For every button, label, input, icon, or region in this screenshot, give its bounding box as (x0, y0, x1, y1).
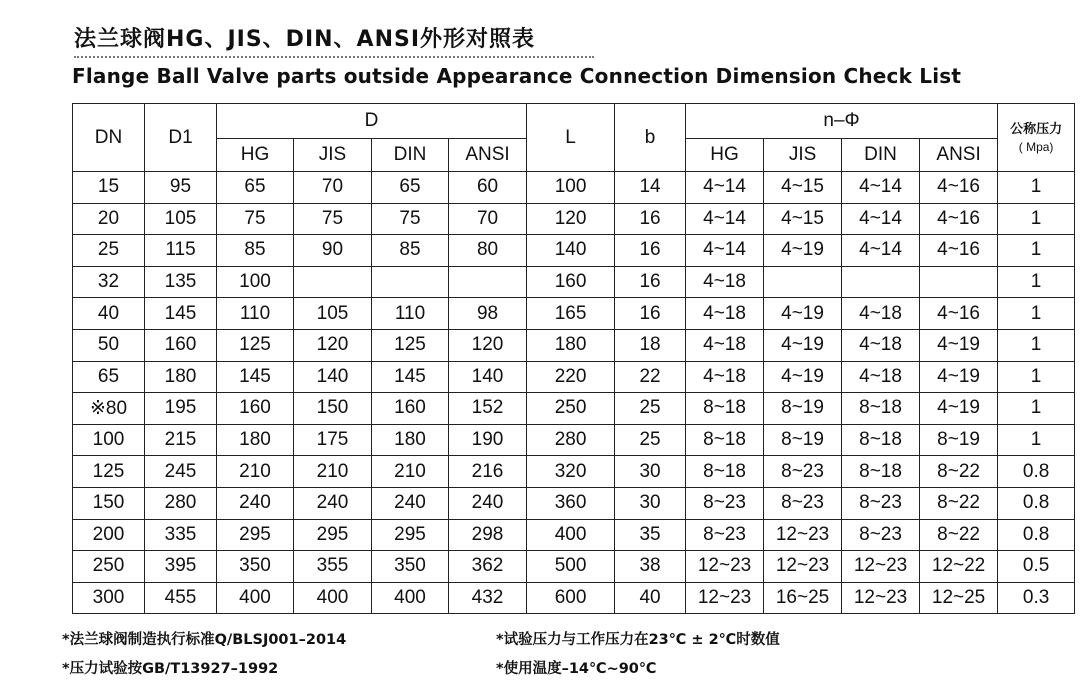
table-cell: 12~23 (686, 582, 764, 614)
header-b: b (615, 104, 686, 172)
table-cell: 110 (372, 298, 449, 330)
table-cell: 295 (217, 519, 294, 551)
table-cell: 8~22 (920, 487, 998, 519)
header-d-jis: JIS (294, 139, 372, 172)
table-cell: 400 (527, 519, 615, 551)
table-cell: 75 (217, 203, 294, 235)
table-row (73, 298, 1075, 330)
table-cell: 60 (449, 172, 527, 204)
table-cell: 250 (73, 551, 145, 583)
table-cell: 8~23 (764, 487, 842, 519)
table-cell: 4~14 (842, 235, 920, 267)
table-cell: 216 (449, 456, 527, 488)
table-cell: 500 (527, 551, 615, 583)
table-cell: 4~14 (686, 172, 764, 204)
header-d1: D1 (145, 104, 217, 172)
note-pressure-test-standard: *压力试验按GB/T13927–1992 (62, 661, 279, 677)
table-cell: 220 (527, 361, 615, 393)
table-cell: 165 (527, 298, 615, 330)
table-cell: 140 (527, 235, 615, 267)
table-cell: 295 (372, 519, 449, 551)
note-temperature: *使用温度–14℃~90℃ (496, 661, 657, 677)
table-cell: 350 (372, 551, 449, 583)
header-d-ansi: ANSI (449, 139, 527, 172)
table-cell: 1 (998, 172, 1075, 204)
table-cell: 240 (449, 487, 527, 519)
table-cell: 4~16 (920, 298, 998, 330)
table-cell (764, 266, 842, 298)
table-cell: 4~18 (686, 329, 764, 361)
header-nphi-din: DIN (842, 139, 920, 172)
table-cell: 195 (145, 393, 217, 425)
table-cell: 4~14 (686, 203, 764, 235)
table-cell: 12~23 (764, 519, 842, 551)
table-cell (449, 266, 527, 298)
table-cell: 190 (449, 424, 527, 456)
table-row (73, 582, 1075, 614)
table-cell: 298 (449, 519, 527, 551)
table-cell: 30 (615, 456, 686, 488)
header-nphi-jis: JIS (764, 139, 842, 172)
table-cell: 16 (615, 203, 686, 235)
table-cell: 70 (449, 203, 527, 235)
table-cell: 152 (449, 393, 527, 425)
table-cell: 125 (73, 456, 145, 488)
table-cell: 8~19 (920, 424, 998, 456)
table-cell: 8~18 (842, 424, 920, 456)
header-pressure-label: 公称压力 (1010, 120, 1063, 136)
table-cell (920, 266, 998, 298)
table-cell: 4~14 (842, 172, 920, 204)
table-cell: 8~18 (686, 424, 764, 456)
table-cell: 8~22 (920, 456, 998, 488)
table-cell: 16 (615, 298, 686, 330)
table-cell: 32 (73, 266, 145, 298)
table-cell: 110 (217, 298, 294, 330)
table-cell: 120 (449, 329, 527, 361)
table-cell: 4~16 (920, 203, 998, 235)
table-cell: 100 (73, 424, 145, 456)
table-cell: 395 (145, 551, 217, 583)
table-row (73, 266, 1075, 298)
table-cell: 0.5 (998, 551, 1075, 583)
table-cell: 125 (372, 329, 449, 361)
table-cell: 12~23 (764, 551, 842, 583)
table-cell: 40 (73, 298, 145, 330)
table-cell: 8~22 (920, 519, 998, 551)
table-cell: 180 (145, 361, 217, 393)
table-cell: 150 (73, 487, 145, 519)
table-cell: 4~14 (842, 203, 920, 235)
header-nphi-hg: HG (686, 139, 764, 172)
header-l: L (527, 104, 615, 172)
table-cell: 150 (294, 393, 372, 425)
table-cell: 40 (615, 582, 686, 614)
table-cell: 22 (615, 361, 686, 393)
table-cell: 8~18 (686, 393, 764, 425)
table-cell: 85 (372, 235, 449, 267)
note-test-pressure: *试验压力与工作压力在23℃ ± 2℃时数值 (496, 632, 780, 648)
table-cell: 1 (998, 203, 1075, 235)
table-cell: 25 (615, 393, 686, 425)
table-cell: 1 (998, 424, 1075, 456)
table-cell: 180 (527, 329, 615, 361)
table-cell: 75 (294, 203, 372, 235)
table-cell: 70 (294, 172, 372, 204)
table-cell: 80 (449, 235, 527, 267)
table-cell: 4~18 (842, 329, 920, 361)
table-cell (372, 266, 449, 298)
table-row (73, 361, 1075, 393)
table-row (73, 519, 1075, 551)
table-row (73, 393, 1075, 425)
table-cell: 210 (217, 456, 294, 488)
dimension-table (72, 103, 1075, 614)
table-cell: 135 (145, 266, 217, 298)
table-body (73, 172, 1075, 614)
table-cell: 50 (73, 329, 145, 361)
table-cell: 85 (217, 235, 294, 267)
table-cell: 65 (372, 172, 449, 204)
table-cell: 4~16 (920, 235, 998, 267)
table-cell (842, 266, 920, 298)
table-cell: 400 (217, 582, 294, 614)
table-cell: 210 (294, 456, 372, 488)
table-cell: 1 (998, 329, 1075, 361)
table-cell: 0.8 (998, 519, 1075, 551)
table-cell: 12~23 (686, 551, 764, 583)
table-cell: 15 (73, 172, 145, 204)
table-cell: 8~19 (764, 424, 842, 456)
table-cell: 335 (145, 519, 217, 551)
table-cell: 145 (145, 298, 217, 330)
title-divider (74, 56, 594, 58)
page-title-en: Flange Ball Valve parts outside Appearance Connection Dimension Check List (72, 64, 962, 88)
table-cell: 4~19 (920, 361, 998, 393)
header-d-hg: HG (217, 139, 294, 172)
table-cell: 180 (372, 424, 449, 456)
table-cell: 25 (615, 424, 686, 456)
table-cell: 8~23 (764, 456, 842, 488)
table-row (73, 203, 1075, 235)
table-cell: 12~23 (842, 551, 920, 583)
table-cell: 125 (217, 329, 294, 361)
table-cell: 4~18 (686, 361, 764, 393)
table-cell: 1 (998, 393, 1075, 425)
header-n-phi: n–Φ (686, 104, 998, 139)
table-cell: 14 (615, 172, 686, 204)
table-cell: 4~19 (920, 393, 998, 425)
table-cell: 250 (527, 393, 615, 425)
table-cell: 115 (145, 235, 217, 267)
table-cell: 12~22 (920, 551, 998, 583)
page-title-cn: 法兰球阀HG、JIS、DIN、ANSI外形对照表 (74, 27, 536, 52)
header-d-din: DIN (372, 139, 449, 172)
table-cell: 25 (73, 235, 145, 267)
table-cell: 1 (998, 361, 1075, 393)
table-cell: 4~19 (764, 298, 842, 330)
table-cell: 8~18 (686, 456, 764, 488)
table-cell: 280 (527, 424, 615, 456)
table-cell: 16 (615, 235, 686, 267)
header-nphi-ansi: ANSI (920, 139, 998, 172)
table-cell: 8~23 (686, 519, 764, 551)
table-cell: 1 (998, 266, 1075, 298)
table-cell: 35 (615, 519, 686, 551)
table-cell: 4~19 (920, 329, 998, 361)
table-cell: 120 (527, 203, 615, 235)
table-cell: 295 (294, 519, 372, 551)
table-cell: 320 (527, 456, 615, 488)
table-row (73, 456, 1075, 488)
table-cell: 240 (294, 487, 372, 519)
table-cell: 8~23 (842, 487, 920, 519)
table-cell: 280 (145, 487, 217, 519)
table-row (73, 329, 1075, 361)
table-cell: 245 (145, 456, 217, 488)
table-cell: 95 (145, 172, 217, 204)
table-row (73, 424, 1075, 456)
table-cell: 215 (145, 424, 217, 456)
table-cell: 400 (372, 582, 449, 614)
table-cell: 12~23 (842, 582, 920, 614)
table-cell: 362 (449, 551, 527, 583)
header-d: D (217, 104, 527, 139)
table-cell: 160 (217, 393, 294, 425)
table-cell: 98 (449, 298, 527, 330)
table-cell: 160 (372, 393, 449, 425)
table-cell: 20 (73, 203, 145, 235)
table-cell: 175 (294, 424, 372, 456)
header-pressure-unit: ( Mpa) (1018, 139, 1054, 154)
table-cell: 8~19 (764, 393, 842, 425)
table-cell: 8~23 (686, 487, 764, 519)
table-cell: 140 (294, 361, 372, 393)
table-row (73, 172, 1075, 204)
table-cell: 1 (998, 235, 1075, 267)
table-cell: 120 (294, 329, 372, 361)
table-cell: 8~18 (842, 393, 920, 425)
table-cell: 75 (372, 203, 449, 235)
table-cell: 4~18 (686, 298, 764, 330)
table-cell: 160 (527, 266, 615, 298)
table-cell: 18 (615, 329, 686, 361)
table-cell: 65 (217, 172, 294, 204)
table-cell: 4~15 (764, 172, 842, 204)
table-cell: 4~18 (842, 298, 920, 330)
table-cell: 100 (217, 266, 294, 298)
table-cell: 30 (615, 487, 686, 519)
table-cell: 200 (73, 519, 145, 551)
table-cell: 105 (294, 298, 372, 330)
table-cell: 8~23 (842, 519, 920, 551)
table-row (73, 551, 1075, 583)
table-cell: 100 (527, 172, 615, 204)
table-cell: 0.8 (998, 487, 1075, 519)
table-cell: 4~18 (842, 361, 920, 393)
table-row (73, 235, 1075, 267)
table-cell: 160 (145, 329, 217, 361)
table-cell: 350 (217, 551, 294, 583)
table-cell: ※80 (73, 393, 145, 425)
table-cell: 360 (527, 487, 615, 519)
table-cell: 0.8 (998, 456, 1075, 488)
table-cell: 432 (449, 582, 527, 614)
table-cell: 4~19 (764, 361, 842, 393)
table-cell: 600 (527, 582, 615, 614)
header-row-1 (73, 104, 1075, 139)
table-cell: 300 (73, 582, 145, 614)
table-cell: 8~18 (842, 456, 920, 488)
table-cell: 400 (294, 582, 372, 614)
table-cell: 65 (73, 361, 145, 393)
table-cell: 4~19 (764, 329, 842, 361)
table-cell: 16 (615, 266, 686, 298)
note-standard: *法兰球阀制造执行标准Q/BLSJ001–2014 (62, 632, 347, 648)
table-cell: 4~14 (686, 235, 764, 267)
table-cell: 0.3 (998, 582, 1075, 614)
table-cell: 105 (145, 203, 217, 235)
table-cell: 4~18 (686, 266, 764, 298)
table-cell: 12~25 (920, 582, 998, 614)
table-cell: 145 (372, 361, 449, 393)
table-cell: 210 (372, 456, 449, 488)
table-cell: 455 (145, 582, 217, 614)
header-dn: DN (73, 104, 145, 172)
table-cell: 4~15 (764, 203, 842, 235)
table-cell: 240 (372, 487, 449, 519)
table-cell: 4~16 (920, 172, 998, 204)
table-cell: 240 (217, 487, 294, 519)
table-cell: 355 (294, 551, 372, 583)
table-cell: 4~19 (764, 235, 842, 267)
table-cell: 90 (294, 235, 372, 267)
table-cell (294, 266, 372, 298)
table-row (73, 487, 1075, 519)
table-cell: 180 (217, 424, 294, 456)
table-cell: 16~25 (764, 582, 842, 614)
header-pressure (998, 104, 1075, 172)
table-cell: 38 (615, 551, 686, 583)
table-cell: 1 (998, 298, 1075, 330)
table-cell: 145 (217, 361, 294, 393)
table-cell: 140 (449, 361, 527, 393)
